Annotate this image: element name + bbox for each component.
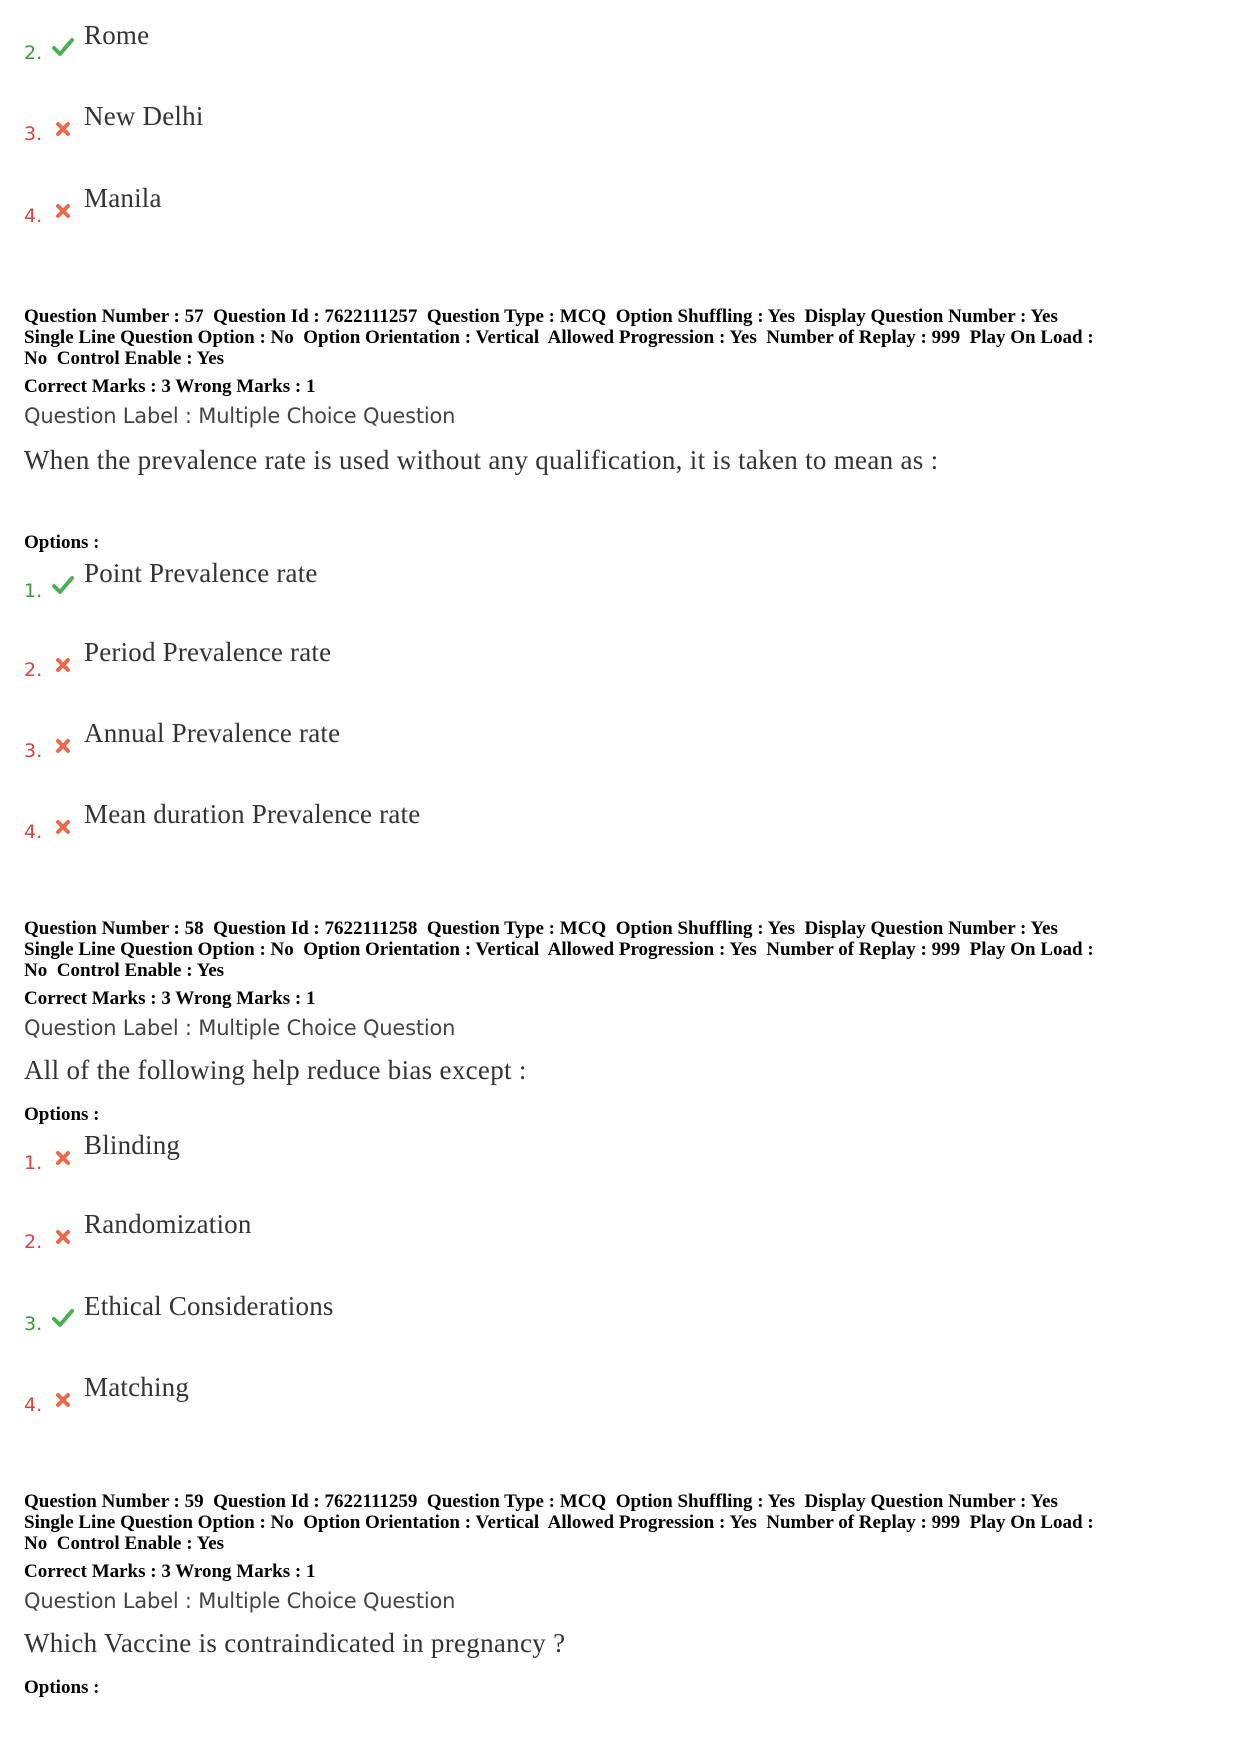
options-label: Options : — [24, 1104, 100, 1125]
options-label: Options : — [24, 532, 100, 553]
option-text: Period Prevalence rate — [84, 637, 332, 667]
cross-icon — [50, 1386, 76, 1412]
option-text: Randomization — [84, 1209, 252, 1239]
option-number: 3. — [24, 740, 43, 762]
cross-icon — [50, 813, 76, 839]
option-number: 4. — [24, 821, 43, 843]
cross-icon — [50, 115, 76, 141]
option-number: 2. — [24, 42, 43, 64]
question-label: Question Label : Multiple Choice Question — [24, 404, 456, 428]
check-icon — [50, 572, 76, 598]
option-number: 4. — [24, 1394, 43, 1416]
question-meta: Question Number : 57 Question Id : 7622111257 Question Type : MCQ Option Shuffling : Yes Display Question Number : Yes Single Line Question Option : No Option Orientation : Vertical Allowed Progression : Yes Number of Replay : 999 Play On Load : No Control Enable : Yes — [24, 306, 1094, 369]
option-text: Blinding — [84, 1130, 181, 1160]
question-text: All of the following help reduce bias except : — [24, 1055, 527, 1085]
option-number: 3. — [24, 123, 43, 145]
option-text: Matching — [84, 1372, 190, 1402]
check-icon — [50, 34, 76, 60]
option-number: 1. — [24, 580, 43, 602]
option-text: Point Prevalence rate — [84, 558, 318, 588]
option-text: Rome — [84, 20, 150, 50]
cross-icon — [50, 197, 76, 223]
cross-icon — [50, 1223, 76, 1249]
option-number: 2. — [24, 659, 43, 681]
option-text: Mean duration Prevalence rate — [84, 799, 421, 829]
question-label: Question Label : Multiple Choice Question — [24, 1016, 456, 1040]
question-meta: Question Number : 59 Question Id : 7622111259 Question Type : MCQ Option Shuffling : Yes Display Question Number : Yes Single Line Question Option : No Option Orientation : Vertical Allowed Progression : Yes Number of Replay : 999 Play On Load : No Control Enable : Yes — [24, 1491, 1094, 1554]
question-meta: Question Number : 58 Question Id : 7622111258 Question Type : MCQ Option Shuffling : Yes Display Question Number : Yes Single Line Question Option : No Option Orientation : Vertical Allowed Progression : Yes Number of Replay : 999 Play On Load : No Control Enable : Yes — [24, 918, 1094, 981]
option-text: Manila — [84, 183, 162, 213]
cross-icon — [50, 651, 76, 677]
option-number: 2. — [24, 1231, 43, 1253]
question-text: Which Vaccine is contraindicated in pregnancy ? — [24, 1628, 566, 1658]
options-label: Options : — [24, 1677, 100, 1698]
question-label: Question Label : Multiple Choice Question — [24, 1589, 456, 1613]
check-icon — [50, 1305, 76, 1331]
option-text: Ethical Considerations — [84, 1291, 334, 1321]
question-marks: Correct Marks : 3 Wrong Marks : 1 — [24, 1561, 316, 1582]
question-marks: Correct Marks : 3 Wrong Marks : 1 — [24, 376, 316, 397]
option-number: 4. — [24, 205, 43, 227]
question-marks: Correct Marks : 3 Wrong Marks : 1 — [24, 988, 316, 1009]
option-number: 1. — [24, 1152, 43, 1174]
question-text: When the prevalence rate is used without any qualification, it is taken to mean as : — [24, 445, 939, 475]
option-text: Annual Prevalence rate — [84, 718, 341, 748]
cross-icon — [50, 732, 76, 758]
cross-icon — [50, 1144, 76, 1170]
option-text: New Delhi — [84, 101, 204, 131]
option-number: 3. — [24, 1313, 43, 1335]
